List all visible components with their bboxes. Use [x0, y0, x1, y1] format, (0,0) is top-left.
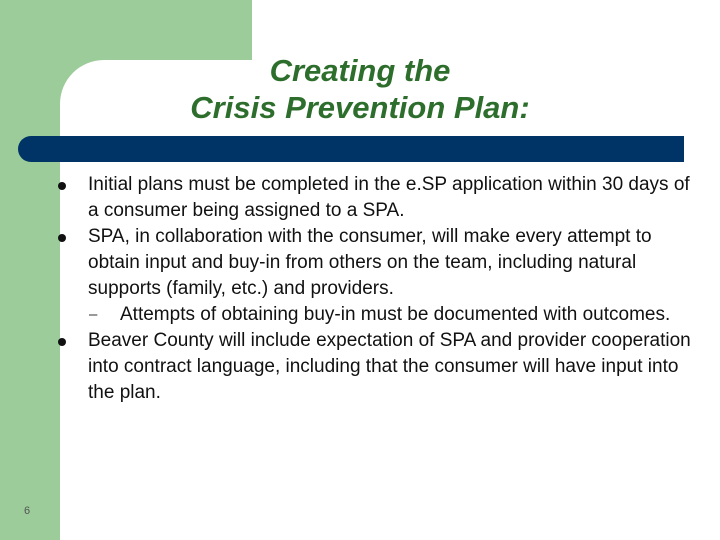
title-line-1: Creating the: [269, 53, 451, 88]
bullet-item-3: [56, 328, 696, 406]
sub-bullet-text: Attempts of obtaining buy-in must be documented with outcomes.: [120, 304, 671, 325]
bullet-text: Beaver County will include expectation of SPA and provider cooperation into contract language, including that the consumer will have input into the plan.: [88, 330, 691, 403]
bullet-dot-icon: [58, 338, 66, 346]
sub-bullet-dash-marker: –: [89, 306, 98, 323]
sub-bullet-item-1: [56, 302, 696, 328]
bullet-dot-icon: [58, 234, 66, 242]
title-line-2: Crisis Prevention Plan:: [190, 90, 530, 125]
title-divider-bar: [18, 136, 684, 162]
bullet-item-2: [56, 224, 696, 302]
bullet-item-1: [56, 172, 696, 224]
bullet-text: SPA, in collaboration with the consumer, will make every attempt to obtain input and buy-in from others on the team, including natural supports (family, etc.) and providers.: [88, 226, 652, 299]
bullet-dot-icon: [58, 182, 66, 190]
bullet-text: Initial plans must be completed in the e.SP application within 30 days of a consumer being assigned to a SPA.: [88, 174, 690, 221]
bullet-list: [56, 172, 696, 406]
slide-title: [80, 52, 640, 126]
slide-page-number: 6: [24, 505, 31, 517]
